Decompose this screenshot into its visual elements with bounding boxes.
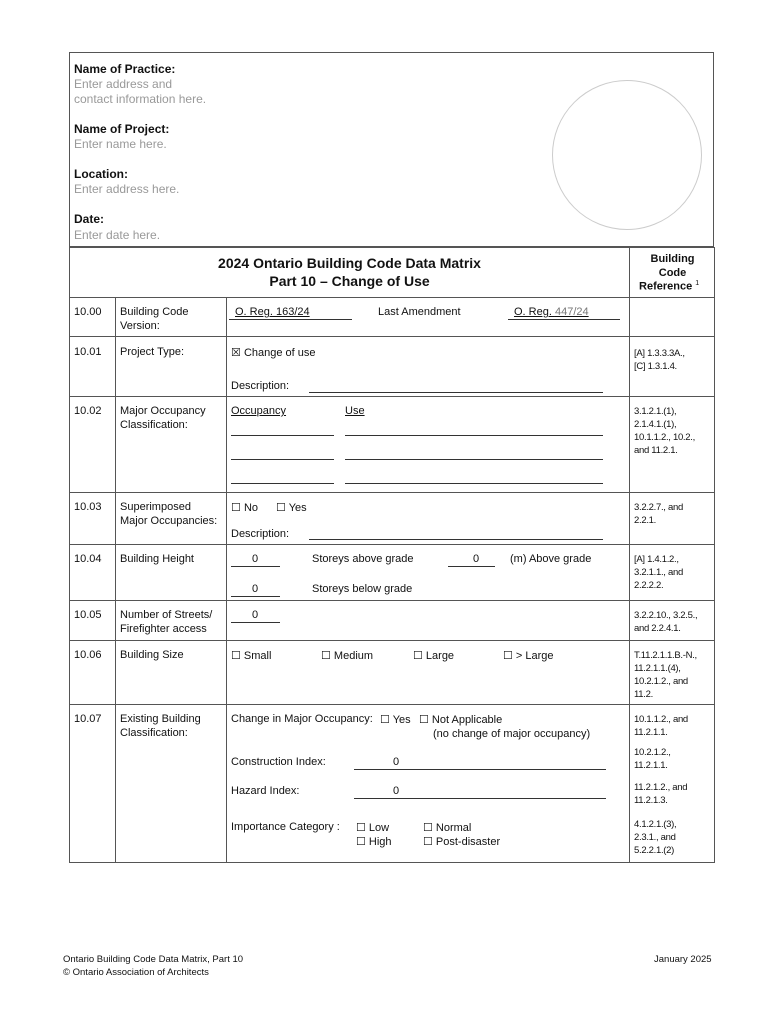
storeys-above-label: Storeys above grade <box>312 553 414 565</box>
hazard-index-value[interactable]: 0 <box>393 785 400 797</box>
matrix-title: 2024 Ontario Building Code Data Matrix <box>218 255 481 271</box>
reference-text: 4.1.2.1.(3), <box>634 819 677 830</box>
footer-document-title: Ontario Building Code Data Matrix, Part 10 <box>63 954 244 965</box>
description-label: Description: <box>231 380 290 392</box>
row-label: Number of Streets/ <box>120 609 213 621</box>
reference-text: 3.2.2.10., 3.2.5., <box>634 610 698 621</box>
size-small-checkbox[interactable]: ☐ Small <box>231 650 272 662</box>
importance-high-checkbox[interactable]: ☐ High <box>356 836 392 848</box>
reference-text: [A] 1.4.1.2., <box>634 554 679 565</box>
row-number: 10.07 <box>74 713 102 725</box>
storeys-above-value[interactable]: 0 <box>252 553 259 565</box>
row-label: Firefighter access <box>120 623 207 635</box>
reference-text: 10.1.1.2., 10.2., <box>634 432 695 443</box>
importance-postdisaster-checkbox[interactable]: ☐ Post-disaster <box>423 836 501 848</box>
reference-text: 11.2.1.3. <box>634 795 668 806</box>
size-large-checkbox[interactable]: ☐ Large <box>413 650 455 662</box>
amendment-value-line <box>508 319 620 320</box>
practice-placeholder-line1[interactable]: Enter address and <box>74 77 173 91</box>
footer-date: January 2025 <box>654 954 712 965</box>
row-number: 10.03 <box>74 501 102 513</box>
height-above-label: (m) Above grade <box>510 553 592 565</box>
use-field[interactable] <box>345 483 603 484</box>
row-label: Classification: <box>120 419 188 431</box>
reference-text: 10.2.1.2., and <box>634 676 688 687</box>
reference-text: 11.2.1.1. <box>634 727 668 738</box>
hazard-index-field[interactable] <box>354 798 606 799</box>
construction-index-field[interactable] <box>354 769 606 770</box>
importance-low-checkbox[interactable]: ☐ Low <box>356 822 390 834</box>
table-row <box>70 545 715 601</box>
importance-category-label: Importance Category : <box>231 821 340 833</box>
importance-normal-checkbox[interactable]: ☐ Normal <box>423 822 472 834</box>
reference-text: 5.2.2.1.(2) <box>634 845 675 856</box>
matrix-subtitle: Part 10 – Change of Use <box>269 273 430 289</box>
reference-text: 11.2.1.1.(4), <box>634 663 681 674</box>
reference-text: 2.2.2.2. <box>634 580 664 591</box>
reference-text: 11.2. <box>634 689 653 700</box>
occupancy-field[interactable] <box>231 459 334 460</box>
reference-text: 3.2.1.1., and <box>634 567 683 578</box>
reference-header-line3: Reference $^1$ <box>639 280 700 293</box>
hazard-index-label: Hazard Index: <box>231 785 300 797</box>
row-label: Building Size <box>120 649 184 661</box>
reference-text: 11.2.1.2., and <box>634 782 688 793</box>
row-number: 10.00 <box>74 306 102 318</box>
reference-text: 2.3.1., and <box>634 832 676 843</box>
data-matrix-table <box>69 247 715 863</box>
date-label: Date: <box>74 212 105 226</box>
use-field[interactable] <box>345 435 603 436</box>
construction-index-label: Construction Index: <box>231 756 326 768</box>
reference-text: and 11.2.1. <box>634 445 678 456</box>
streets-count-field[interactable] <box>231 622 280 623</box>
row-label: Version: <box>120 320 160 332</box>
reference-text: 10.2.1.2., <box>634 747 671 758</box>
reference-text: [A] 1.3.3.3A., <box>634 348 685 359</box>
description-field[interactable] <box>309 539 603 540</box>
superimposed-no-checkbox[interactable]: ☐ No <box>231 502 258 514</box>
description-label: Description: <box>231 528 290 540</box>
row-number: 10.05 <box>74 609 102 621</box>
change-occupancy-yes-checkbox[interactable]: ☐ Yes <box>380 714 411 726</box>
reference-text: 11.2.1.1. <box>634 760 668 771</box>
streets-count-value[interactable]: 0 <box>252 609 259 621</box>
reference-text: 2.1.4.1.(1), <box>634 419 677 430</box>
reg-value-line <box>229 319 352 320</box>
table-row <box>70 493 715 545</box>
construction-index-value[interactable]: 0 <box>393 756 400 768</box>
location-label: Location: <box>74 167 128 181</box>
project-label: Name of Project: <box>74 122 170 136</box>
change-occupancy-label: Change in Major Occupancy: <box>231 713 373 725</box>
row-label: Classification: <box>120 727 188 739</box>
storeys-below-field[interactable] <box>231 596 280 597</box>
date-placeholder[interactable]: Enter date here. <box>74 228 161 242</box>
change-occupancy-note: (no change of major occupancy) <box>433 728 591 740</box>
row-number: 10.06 <box>74 649 102 661</box>
row-label: Project Type: <box>120 346 184 358</box>
building-code-version-value[interactable]: O. Reg. 163/24 <box>235 306 310 318</box>
row-number: 10.01 <box>74 346 102 358</box>
superimposed-yes-checkbox[interactable]: ☐ Yes <box>276 502 307 514</box>
row-label: Existing Building <box>120 713 201 725</box>
reference-text: [C] 1.3.1.4. <box>634 361 677 372</box>
description-field[interactable] <box>309 392 603 393</box>
storeys-above-field[interactable] <box>231 566 280 567</box>
size-xlarge-checkbox[interactable]: ☐ > Large <box>503 650 554 662</box>
change-of-use-checkbox[interactable]: ☒ Change of use <box>231 347 316 359</box>
project-placeholder[interactable]: Enter name here. <box>74 137 167 151</box>
table-row <box>70 641 715 705</box>
row-label: Major Occupancies: <box>120 515 218 527</box>
storeys-below-label: Storeys below grade <box>312 583 413 595</box>
storeys-below-value[interactable]: 0 <box>252 583 259 595</box>
table-row <box>70 397 715 493</box>
reference-text: T.11.2.1.1.B.-N., <box>634 650 697 661</box>
seal-stamp-area <box>552 80 702 230</box>
row-label: Building Height <box>120 553 194 565</box>
table-row <box>70 337 715 397</box>
reference-text: and 2.2.4.1. <box>634 623 681 634</box>
height-above-field[interactable] <box>448 566 495 567</box>
occupancy-field[interactable] <box>231 483 334 484</box>
table-row <box>70 705 715 863</box>
table-row <box>70 601 715 641</box>
title-cell <box>70 248 630 298</box>
practice-placeholder-line2[interactable]: contact information here. <box>74 92 207 106</box>
row-number: 10.02 <box>74 405 102 417</box>
row-label: Superimposed <box>120 501 191 513</box>
reference-header-cell <box>630 248 715 298</box>
last-amendment-label: Last Amendment <box>378 306 461 318</box>
row-number: 10.04 <box>74 553 102 565</box>
occupancy-column-header: Occupancy <box>231 405 287 417</box>
use-field[interactable] <box>345 459 603 460</box>
reference-text: 3.2.2.7., and <box>634 502 683 513</box>
size-medium-checkbox[interactable]: ☐ Medium <box>321 650 374 662</box>
change-occupancy-na-checkbox[interactable]: ☐ Not Applicable <box>419 714 503 726</box>
last-amendment-value[interactable]: O. Reg. 447/24 <box>514 306 589 318</box>
table-row <box>70 298 715 337</box>
reference-text: 3.1.2.1.(1), <box>634 406 677 417</box>
reference-text: 2.2.1. <box>634 515 656 526</box>
reference-header-line2: Code <box>658 267 687 279</box>
use-column-header: Use <box>345 405 365 417</box>
row-label: Major Occupancy <box>120 405 206 417</box>
location-placeholder[interactable]: Enter address here. <box>74 182 180 196</box>
occupancy-field[interactable] <box>231 435 334 436</box>
row-label: Building Code <box>120 306 189 318</box>
title-row <box>70 248 715 298</box>
reference-header-line1: Building <box>650 253 695 265</box>
reference-text: 10.1.1.2., and <box>634 714 688 725</box>
footer-copyright: © Ontario Association of Architects <box>63 967 209 978</box>
practice-label: Name of Practice: <box>74 62 176 76</box>
height-above-value[interactable]: 0 <box>473 553 480 565</box>
